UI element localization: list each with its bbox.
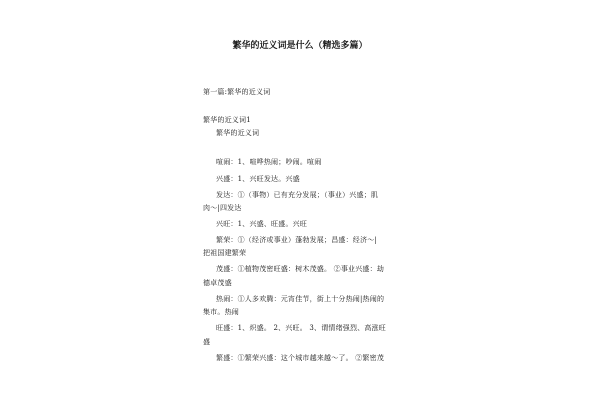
entry-line: 繁盛：①繁荣兴盛：这个城市越来越～了。 ②繁密茂 — [216, 354, 385, 362]
entry-line: 把祖国建繁荣 — [203, 249, 247, 257]
sub-subheading: 繁华的近义词 — [216, 129, 260, 137]
entry-line: 德卓茂盛 — [203, 279, 232, 287]
entry-line: 茂盛：①植物茂密旺盛：树木茂盛。 ②事业兴盛：劫 — [216, 265, 385, 273]
entry-line: 热闹：①人多欢腾：元宵佳节，街上十分热闹|热闹的 — [216, 295, 385, 303]
subheading: 繁华的近义词1 — [203, 116, 251, 124]
entry-line: 集市。热闹 — [203, 308, 239, 316]
entry-line: 发达：①（事物）已有充分发展；（事业）兴盛；肌 — [216, 191, 379, 199]
entry-line: 肉～|四发达 — [203, 204, 242, 212]
entry-line: 兴旺：1、兴盛、旺盛。兴旺 — [216, 220, 308, 228]
document-title: 繁华的近义词是什么（精选多篇） — [232, 41, 368, 51]
section-heading: 第一篇:繁华的近义词 — [203, 88, 271, 96]
entry-line: 喧闹：1、喧哗热闹；吵闹。喧闹 — [216, 158, 322, 166]
entry-line: 兴盛：1、兴旺发达。兴盛 — [216, 175, 300, 183]
entry-line: 旺盛：1、炽盛。 2、兴旺。 3、谓情绪强烈、高涨旺 — [216, 324, 387, 332]
entry-line: 盛 — [203, 338, 211, 346]
entry-line: 繁荣：①（经济或事业）蓬勃发展；昌盛：经济～| — [216, 236, 377, 244]
